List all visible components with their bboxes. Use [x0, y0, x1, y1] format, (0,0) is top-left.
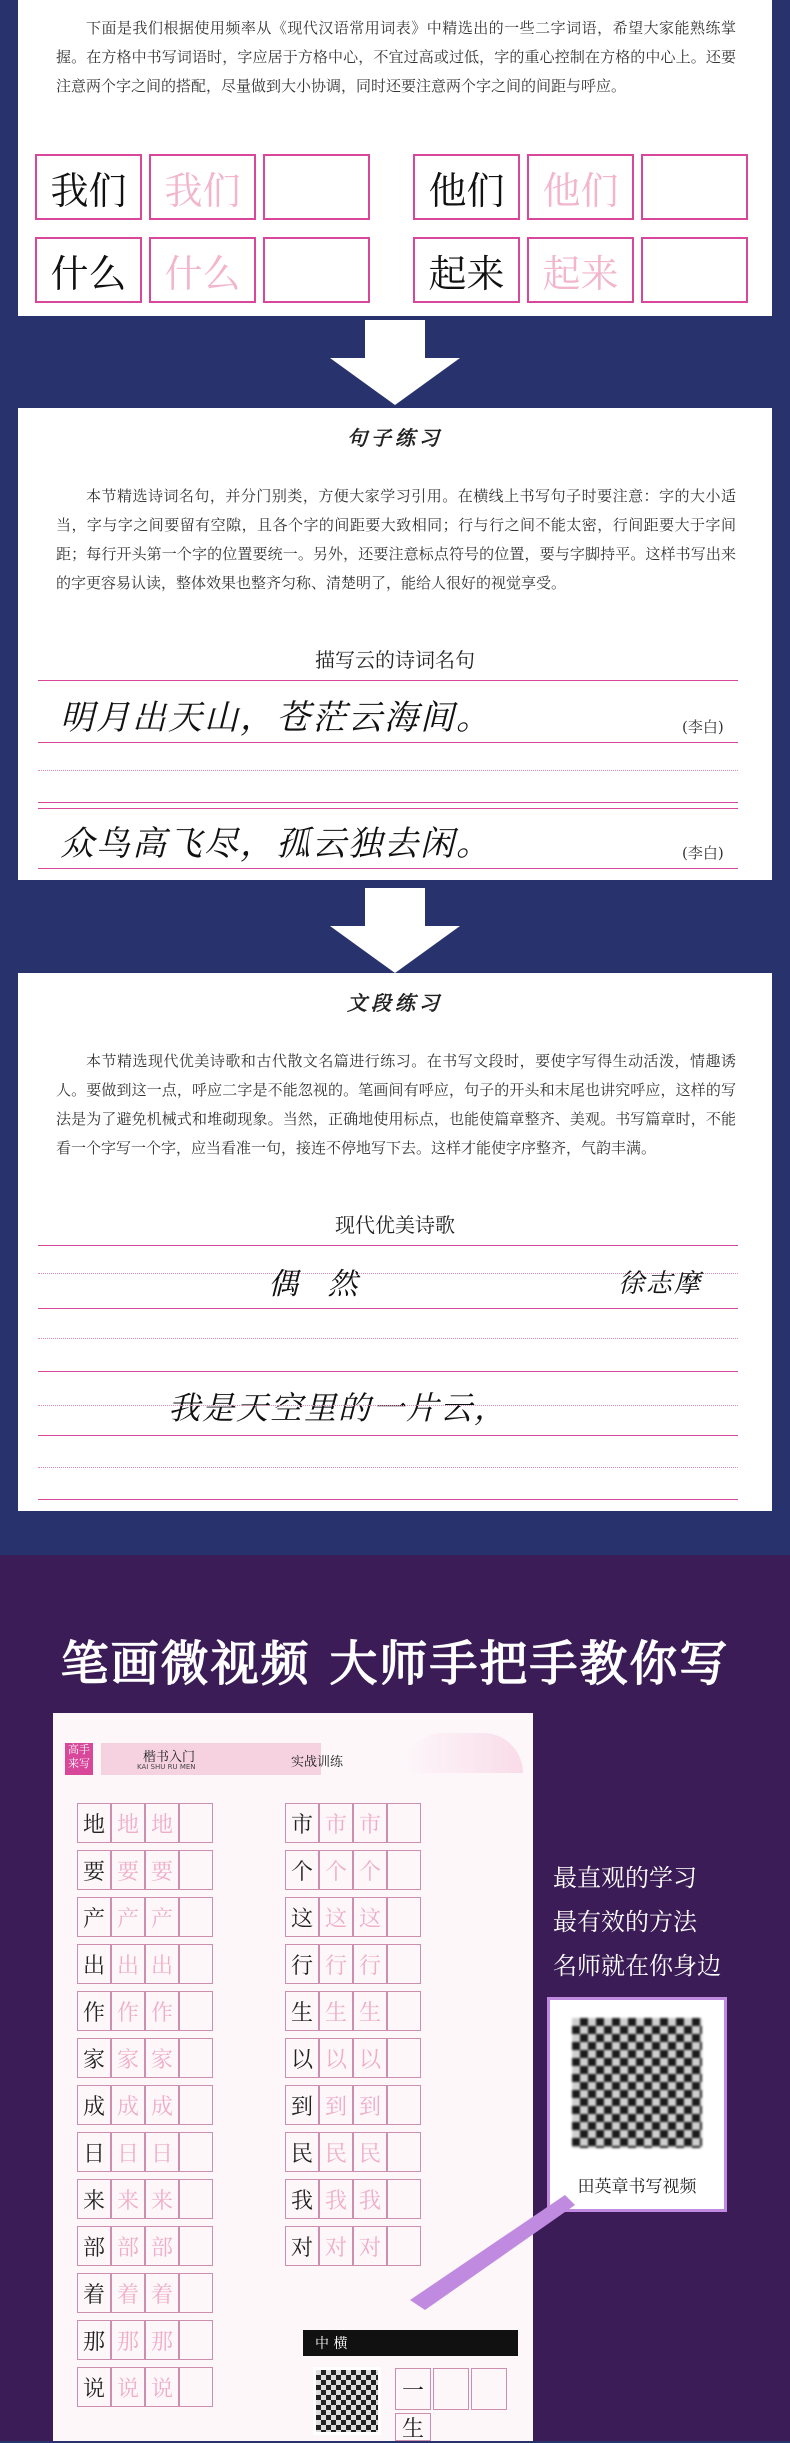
- trace-character-cell: 成: [145, 2085, 179, 2125]
- writing-line: [38, 680, 738, 681]
- blank-cell: [387, 2132, 421, 2172]
- model-character-cell: 行: [285, 1944, 319, 1984]
- poem-author: (李白): [682, 844, 724, 862]
- trace-character-cell: 到: [319, 2085, 353, 2125]
- trace-character-cell: 日: [111, 2132, 145, 2172]
- blank-cell: [179, 1850, 213, 1890]
- sheet-header-bar: [101, 1743, 321, 1775]
- trace-character-cell: 家: [111, 2038, 145, 2078]
- writing-line: [38, 808, 738, 809]
- trace-box: 我们: [149, 154, 256, 220]
- blank-cell: [179, 1897, 213, 1937]
- trace-box: 他们: [527, 154, 634, 220]
- poem-author-name: 徐志摩: [618, 1269, 703, 1299]
- blank-cell: [179, 2179, 213, 2219]
- trace-character-cell: 那: [145, 2320, 179, 2360]
- trace-character-cell: 民: [353, 2132, 387, 2172]
- writing-line: [38, 1308, 738, 1309]
- promo-headline: 笔画微视频 大师手把手教你写: [60, 1636, 730, 1692]
- mini-qr-code-icon: [313, 2367, 381, 2435]
- qr-code-icon[interactable]: [572, 2018, 702, 2148]
- paragraphs-card: [18, 973, 772, 1511]
- sheet-header-pinyin: KAI SHU RU MEN: [137, 1763, 196, 1771]
- model-character-cell: 作: [77, 1991, 111, 2031]
- lotus-decoration: [403, 1733, 523, 1773]
- blank-cell: [179, 1944, 213, 1984]
- down-arrow-icon: [330, 320, 460, 405]
- sheet-header-left: 楷书入门: [143, 1750, 196, 1765]
- trace-character-cell: 生: [319, 1991, 353, 2031]
- model-character-cell: 出: [77, 1944, 111, 1984]
- word-box: 什么: [35, 237, 142, 303]
- blank-cell: [433, 2368, 469, 2410]
- trace-character-cell: 部: [111, 2226, 145, 2266]
- trace-character-cell: 作: [111, 1991, 145, 2031]
- writing-line: [38, 1245, 738, 1246]
- model-character-cell: 到: [285, 2085, 319, 2125]
- trace-character-cell: 行: [353, 1944, 387, 1984]
- model-character-cell: 部: [77, 2226, 111, 2266]
- writing-line: [38, 868, 738, 869]
- trace-character-cell: 着: [145, 2273, 179, 2313]
- dotted-guide-line: [38, 1405, 738, 1406]
- stroke-title: 中 横: [315, 2336, 348, 2352]
- blank-cell: [471, 2368, 507, 2410]
- blank-box: [641, 154, 748, 220]
- trace-character-cell: 我: [353, 2179, 387, 2219]
- trace-character-cell: 行: [319, 1944, 353, 1984]
- writing-line: [38, 742, 738, 743]
- blank-cell: [179, 2367, 213, 2407]
- blank-cell: [179, 2320, 213, 2360]
- promo-line: 最直观的学习: [553, 1864, 697, 1892]
- blank-box: [263, 154, 370, 220]
- model-character-cell: 着: [77, 2273, 111, 2313]
- model-character-cell: 家: [77, 2038, 111, 2078]
- model-character-cell: 要: [77, 1850, 111, 1890]
- blank-cell: [387, 1803, 421, 1843]
- trace-character-cell: 以: [353, 2038, 387, 2078]
- writing-line: [38, 1499, 738, 1500]
- practice-sheet: [53, 1713, 533, 2441]
- trace-character-cell: 民: [319, 2132, 353, 2172]
- blank-cell: [387, 1897, 421, 1937]
- dotted-guide-line: [38, 770, 738, 771]
- sentences-paragraph: 本节精选诗词名句，并分门别类，方便大家学习引用。在横线上书写句子时要注意：字的大小适当，字与字之间要留有空隙，且各个字的间距要大致相同；行与行之间不能太密，行间距要大于字间距；每行开头第一个字的位置要统一。另外，还要注意标点符号的位置，要与字脚持平。这样书写出来的字更容易认读，整体效果也整齐匀称、清楚明了，能给人很好的视觉享受。: [56, 487, 736, 592]
- model-character-cell: 地: [77, 1803, 111, 1843]
- paragraphs-paragraph: 本节精选现代优美诗歌和古代散文名篇进行练习。在书写文段时，要使字写得生动活泼，情趣诱人。要做到这一点，呼应二字是不能忽视的。笔画间有呼应，句子的开头和末尾也讲究呼应，这样的写法是为了避免机械式和堆砌现象。当然，正确地使用标点，也能使篇章整齐、美观。书写篇章时，不能看一个字写一个字，应当看准一句，接连不停地写下去。这样才能使字序整齐，气韵丰满。: [56, 1052, 736, 1157]
- trace-character-cell: 个: [319, 1850, 353, 1890]
- trace-box: 起来: [527, 237, 634, 303]
- blank-cell: [387, 2038, 421, 2078]
- model-character-cell: 产: [77, 1897, 111, 1937]
- blank-cell: [387, 1850, 421, 1890]
- sheet-header-right: 实战训练: [291, 1755, 344, 1770]
- trace-character-cell: 地: [145, 1803, 179, 1843]
- pointer-arrow-icon: [405, 2195, 575, 2315]
- trace-box: 什么: [149, 237, 256, 303]
- trace-character-cell: 产: [145, 1897, 179, 1937]
- trace-character-cell: 日: [145, 2132, 179, 2172]
- words-card: [18, 0, 772, 316]
- model-character-cell: 生: [285, 1991, 319, 2031]
- blank-box: [263, 237, 370, 303]
- section-subtitle: 现代优美诗歌: [335, 1213, 455, 1237]
- trace-character-cell: 这: [353, 1897, 387, 1937]
- blank-cell: [179, 2226, 213, 2266]
- writing-line: [38, 802, 738, 803]
- section-title: 文段练习: [347, 991, 443, 1015]
- trace-character-cell: 市: [353, 1803, 387, 1843]
- model-character-cell: 成: [77, 2085, 111, 2125]
- stroke-cell: 生: [395, 2413, 431, 2441]
- poem-line: 明月出天山，苍茫云海间。: [60, 698, 492, 738]
- trace-character-cell: 个: [353, 1850, 387, 1890]
- word-box: 起来: [413, 237, 520, 303]
- blank-cell: [387, 1991, 421, 2031]
- trace-character-cell: 产: [111, 1897, 145, 1937]
- word-box: 他们: [413, 154, 520, 220]
- trace-character-cell: 到: [353, 2085, 387, 2125]
- model-character-cell: 对: [285, 2226, 319, 2266]
- trace-character-cell: 地: [111, 1803, 145, 1843]
- promo-line: 最有效的方法: [553, 1908, 697, 1936]
- blank-cell: [387, 2085, 421, 2125]
- model-character-cell: 民: [285, 2132, 319, 2172]
- trace-character-cell: 我: [319, 2179, 353, 2219]
- model-character-cell: 市: [285, 1803, 319, 1843]
- down-arrow-icon: [330, 888, 460, 973]
- intro-paragraph: 下面是我们根据使用频率从《现代汉语常用词表》中精选出的一些二字词语，希望大家能熟练掌握。在方格中书写词语时，字应居于方格中心，不宜过高或过低，字的重心控制在方格的中心上。还要注意两个字之间的搭配，尽量做到大小协调，同时还要注意两个字之间的间距与呼应。: [56, 19, 736, 95]
- sentences-card: [18, 408, 772, 880]
- trace-character-cell: 市: [319, 1803, 353, 1843]
- trace-character-cell: 来: [111, 2179, 145, 2219]
- dotted-guide-line: [38, 1338, 738, 1339]
- blank-cell: [179, 1803, 213, 1843]
- trace-character-cell: 这: [319, 1897, 353, 1937]
- model-character-cell: 来: [77, 2179, 111, 2219]
- blank-cell: [179, 2038, 213, 2078]
- trace-character-cell: 来: [145, 2179, 179, 2219]
- model-character-cell: 说: [77, 2367, 111, 2407]
- model-character-cell: 这: [285, 1897, 319, 1937]
- trace-character-cell: 出: [111, 1944, 145, 1984]
- blank-cell: [179, 2132, 213, 2172]
- blank-cell: [179, 2085, 213, 2125]
- dotted-guide-line: [38, 1467, 738, 1468]
- model-character-cell: 那: [77, 2320, 111, 2360]
- blank-cell: [179, 1991, 213, 2031]
- model-character-cell: 以: [285, 2038, 319, 2078]
- word-box: 我们: [35, 154, 142, 220]
- poem-line: 我是天空里的一片云，: [168, 1389, 509, 1427]
- promo-line: 名师就在你身边: [553, 1952, 721, 1980]
- trace-character-cell: 家: [145, 2038, 179, 2078]
- trace-character-cell: 出: [145, 1944, 179, 1984]
- writing-line: [38, 1371, 738, 1372]
- poem-title: 偶 然: [268, 1267, 368, 1302]
- qr-code-frame[interactable]: [547, 1997, 727, 2212]
- trace-character-cell: 要: [145, 1850, 179, 1890]
- qr-caption: 田英章书写视频: [577, 2177, 697, 2197]
- trace-character-cell: 成: [111, 2085, 145, 2125]
- model-character-cell: 个: [285, 1850, 319, 1890]
- trace-character-cell: 以: [319, 2038, 353, 2078]
- blank-cell: [179, 2273, 213, 2313]
- trace-character-cell: 对: [353, 2226, 387, 2266]
- blank-box: [641, 237, 748, 303]
- section-subtitle: 描写云的诗词名句: [315, 648, 475, 672]
- trace-character-cell: 说: [145, 2367, 179, 2407]
- trace-character-cell: 说: [111, 2367, 145, 2407]
- poem-line: 众鸟高飞尽，孤云独去闲。: [60, 824, 492, 864]
- trace-character-cell: 着: [111, 2273, 145, 2313]
- trace-character-cell: 要: [111, 1850, 145, 1890]
- trace-character-cell: 作: [145, 1991, 179, 2031]
- model-character-cell: 日: [77, 2132, 111, 2172]
- model-character-cell: 我: [285, 2179, 319, 2219]
- trace-character-cell: 对: [319, 2226, 353, 2266]
- blank-cell: [387, 1944, 421, 1984]
- poem-author: (李白): [682, 718, 724, 736]
- trace-character-cell: 生: [353, 1991, 387, 2031]
- trace-character-cell: 部: [145, 2226, 179, 2266]
- sheet-logo: 高手 来写: [65, 1743, 93, 1775]
- trace-character-cell: 那: [111, 2320, 145, 2360]
- writing-line: [38, 1435, 738, 1436]
- section-title: 句子练习: [347, 426, 443, 450]
- stroke-cell: 一: [395, 2368, 431, 2410]
